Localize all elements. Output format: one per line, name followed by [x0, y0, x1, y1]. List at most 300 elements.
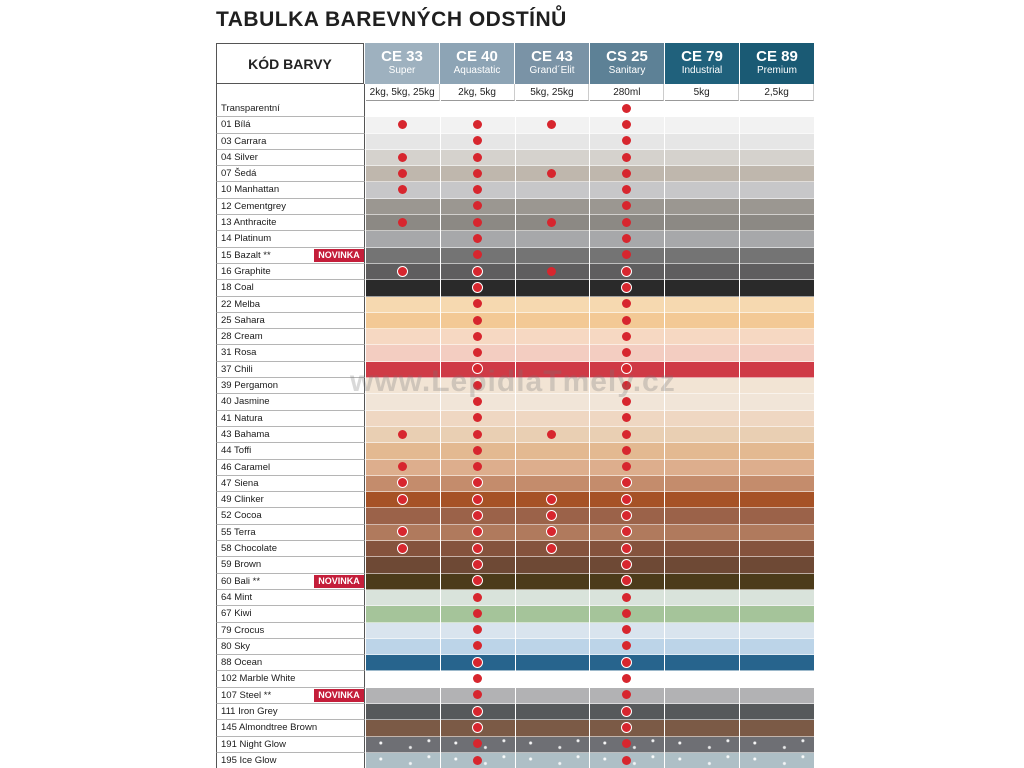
color-name: 47 Siena	[221, 477, 259, 489]
color-swatch-cell	[590, 492, 664, 508]
color-swatch-cell	[590, 150, 664, 166]
color-swatch-cell	[366, 427, 440, 443]
color-name: 40 Jasmine	[221, 396, 270, 408]
color-swatch-cell	[516, 297, 590, 313]
availability-dot	[473, 462, 482, 471]
color-name: 102 Marble White	[221, 673, 296, 685]
color-name-cell	[216, 150, 365, 166]
color-swatch-cell	[366, 394, 440, 410]
product-header	[740, 43, 814, 84]
availability-dot	[473, 234, 482, 243]
color-name: 111 Iron Grey	[221, 705, 278, 717]
color-swatch-cell	[516, 623, 590, 639]
color-swatch-cell	[441, 166, 515, 182]
color-swatch-cell	[366, 248, 440, 264]
table-row	[216, 101, 814, 117]
color-swatch-cell	[441, 737, 515, 753]
color-swatch-cell	[665, 541, 739, 557]
color-swatch-cell	[441, 476, 515, 492]
availability-dot	[473, 430, 482, 439]
availability-dot	[621, 282, 632, 293]
color-name-cell	[216, 606, 365, 622]
color-swatch-cell	[590, 182, 664, 198]
color-swatch-cell	[740, 574, 814, 590]
color-name: Transparentní	[221, 103, 280, 114]
color-swatch-cell	[665, 720, 739, 736]
color-swatch-cell	[740, 557, 814, 573]
availability-dot	[473, 153, 482, 162]
color-name: 07 Šedá	[221, 168, 257, 180]
color-swatch-cell	[516, 655, 590, 671]
color-swatch-cell	[366, 508, 440, 524]
color-swatch-cell	[516, 704, 590, 720]
availability-dot	[397, 526, 408, 537]
color-swatch-cell	[441, 117, 515, 133]
color-swatch-cell	[740, 134, 814, 150]
color-table	[216, 43, 814, 768]
availability-dot	[473, 316, 482, 325]
availability-dot	[473, 625, 482, 634]
new-badge: NOVINKA	[314, 689, 364, 702]
availability-dot	[622, 348, 631, 357]
color-swatch-cell	[516, 329, 590, 345]
color-name-cell	[216, 248, 365, 264]
availability-dot	[473, 446, 482, 455]
color-swatch-cell	[665, 150, 739, 166]
availability-dot	[472, 266, 483, 277]
color-swatch-cell	[740, 166, 814, 182]
availability-dot	[621, 494, 632, 505]
color-name: 58 Chocolate	[221, 543, 277, 555]
availability-dot	[621, 706, 632, 717]
availability-dot	[473, 299, 482, 308]
color-swatch-cell	[366, 117, 440, 133]
availability-dot	[622, 446, 631, 455]
availability-dot	[622, 690, 631, 699]
availability-dot	[622, 739, 631, 748]
color-swatch-cell	[441, 345, 515, 361]
color-name-cell	[216, 492, 365, 508]
availability-dot	[473, 218, 482, 227]
color-name-cell	[216, 166, 365, 182]
color-swatch-cell	[366, 541, 440, 557]
availability-dot	[546, 526, 557, 537]
color-swatch-cell	[441, 541, 515, 557]
color-swatch-cell	[740, 590, 814, 606]
color-swatch-cell	[665, 199, 739, 215]
color-swatch-cell	[665, 737, 739, 753]
availability-dot	[622, 609, 631, 618]
color-name: 22 Melba	[221, 298, 261, 310]
color-name: 39 Pergamon	[221, 380, 279, 392]
color-name-cell	[216, 688, 365, 704]
availability-dot	[622, 756, 631, 765]
color-swatch-cell	[740, 101, 814, 117]
color-swatch-cell	[366, 655, 440, 671]
color-name-cell	[216, 427, 365, 443]
color-swatch-cell	[366, 590, 440, 606]
color-swatch-cell	[740, 720, 814, 736]
color-swatch-cell	[516, 476, 590, 492]
color-swatch-cell	[441, 182, 515, 198]
table-row	[216, 443, 814, 459]
color-swatch-cell	[441, 134, 515, 150]
color-swatch-cell	[366, 671, 440, 687]
color-swatch-cell	[366, 215, 440, 231]
color-swatch-cell	[740, 199, 814, 215]
color-swatch-cell	[665, 182, 739, 198]
color-swatch-cell	[740, 297, 814, 313]
color-swatch-cell	[516, 508, 590, 524]
color-name: 14 Platinum	[221, 233, 272, 245]
product-header	[515, 43, 589, 84]
color-swatch-cell	[366, 150, 440, 166]
color-name: 60 Bali **	[221, 575, 261, 587]
color-swatch-cell	[516, 541, 590, 557]
availability-dot	[472, 575, 483, 586]
color-swatch-cell	[665, 313, 739, 329]
color-swatch-cell	[516, 525, 590, 541]
color-name: 41 Natura	[221, 412, 263, 424]
color-swatch-cell	[366, 460, 440, 476]
table-row	[216, 280, 814, 296]
color-name: 79 Crocus	[221, 624, 265, 636]
color-swatch-cell	[516, 671, 590, 687]
color-swatch-cell	[590, 590, 664, 606]
color-swatch-cell	[366, 313, 440, 329]
pack-size: 2kg, 5kg, 25kg	[366, 84, 440, 101]
color-swatch-cell	[366, 525, 440, 541]
availability-dot	[546, 494, 557, 505]
color-name: 16 Graphite	[221, 265, 271, 277]
color-swatch-cell	[441, 720, 515, 736]
pack-size: 280ml	[590, 84, 664, 101]
color-swatch-cell	[516, 427, 590, 443]
color-name: 52 Cocoa	[221, 510, 262, 522]
color-swatch-cell	[590, 720, 664, 736]
table-row	[216, 671, 814, 687]
color-swatch-cell	[590, 231, 664, 247]
color-swatch-cell	[516, 150, 590, 166]
color-swatch-cell	[590, 655, 664, 671]
color-swatch-cell	[665, 753, 739, 768]
color-swatch-cell	[665, 476, 739, 492]
color-swatch-cell	[441, 150, 515, 166]
color-name-cell	[216, 264, 365, 280]
color-name-cell	[216, 313, 365, 329]
availability-dot	[473, 609, 482, 618]
color-swatch-cell	[441, 248, 515, 264]
availability-dot	[472, 543, 483, 554]
color-swatch-cell	[590, 688, 664, 704]
color-swatch-cell	[441, 688, 515, 704]
color-swatch-cell	[441, 704, 515, 720]
pack-size: 5kg, 25kg	[516, 84, 590, 101]
color-swatch-cell	[740, 329, 814, 345]
color-name: 01 Bílá	[221, 119, 251, 131]
table-row	[216, 590, 814, 606]
color-swatch-cell	[366, 199, 440, 215]
color-name: 195 Ice Glow	[221, 754, 277, 766]
table-row	[216, 720, 814, 736]
color-swatch-cell	[366, 688, 440, 704]
color-swatch-cell	[516, 101, 590, 117]
color-swatch-cell	[665, 248, 739, 264]
color-swatch-cell	[665, 671, 739, 687]
availability-dot	[472, 559, 483, 570]
table-row	[216, 231, 814, 247]
availability-dot	[473, 413, 482, 422]
color-name-cell	[216, 215, 365, 231]
color-swatch-cell	[516, 264, 590, 280]
color-name-cell	[216, 280, 365, 296]
availability-dot	[398, 185, 407, 194]
availability-dot	[398, 462, 407, 471]
color-swatch-cell	[740, 492, 814, 508]
color-name: 191 Night Glow	[221, 738, 286, 750]
watermark: www.LepidlaTmely.cz	[350, 365, 676, 398]
table-row	[216, 737, 814, 753]
color-swatch-cell	[590, 737, 664, 753]
color-swatch-cell	[665, 574, 739, 590]
color-swatch-cell	[740, 655, 814, 671]
new-badge: NOVINKA	[314, 249, 364, 262]
color-swatch-cell	[366, 623, 440, 639]
color-swatch-cell	[590, 623, 664, 639]
color-swatch-cell	[441, 264, 515, 280]
availability-dot	[397, 477, 408, 488]
availability-dot	[622, 641, 631, 650]
availability-dot	[547, 430, 556, 439]
color-swatch-cell	[366, 557, 440, 573]
table-row	[216, 753, 814, 768]
color-swatch-cell	[740, 541, 814, 557]
color-name-cell	[216, 525, 365, 541]
color-name: 80 Sky	[221, 640, 251, 652]
color-swatch-cell	[590, 606, 664, 622]
availability-dot	[622, 462, 631, 471]
table-row	[216, 411, 814, 427]
color-swatch-cell	[740, 476, 814, 492]
header-row	[216, 43, 814, 84]
color-swatch-cell	[665, 101, 739, 117]
table-row	[216, 639, 814, 655]
color-name: 46 Caramel	[221, 461, 271, 473]
color-name-cell	[216, 443, 365, 459]
table-row	[216, 655, 814, 671]
color-swatch-cell	[665, 508, 739, 524]
availability-dot	[622, 185, 631, 194]
color-swatch-cell	[665, 345, 739, 361]
color-swatch-cell	[590, 378, 664, 394]
availability-dot	[622, 250, 631, 259]
color-swatch-cell	[590, 134, 664, 150]
color-swatch-cell	[740, 411, 814, 427]
color-name-cell	[216, 671, 365, 687]
color-swatch-cell	[516, 313, 590, 329]
product-desc: Industrial	[681, 65, 723, 76]
product-name: CE 33	[381, 48, 423, 65]
color-name-cell	[216, 394, 365, 410]
color-name: 55 Terra	[221, 526, 256, 538]
color-swatch-cell	[366, 231, 440, 247]
availability-dot	[621, 559, 632, 570]
table-row	[216, 525, 814, 541]
color-name: 12 Cementgrey	[221, 200, 286, 212]
color-name: 25 Sahara	[221, 314, 265, 326]
color-swatch-cell	[665, 639, 739, 655]
product-desc: Grand´Elit	[529, 65, 575, 76]
color-swatch-cell	[441, 623, 515, 639]
color-swatch-cell	[590, 508, 664, 524]
color-swatch-cell	[590, 460, 664, 476]
availability-dot	[547, 218, 556, 227]
color-swatch-cell	[441, 297, 515, 313]
color-swatch-cell	[441, 313, 515, 329]
table-row	[216, 557, 814, 573]
color-name-cell	[216, 460, 365, 476]
availability-dot	[473, 739, 482, 748]
color-swatch-cell	[590, 280, 664, 296]
availability-dot	[472, 706, 483, 717]
color-swatch-cell	[590, 215, 664, 231]
color-swatch-cell	[665, 704, 739, 720]
color-swatch-cell	[366, 280, 440, 296]
table-row	[216, 199, 814, 215]
color-swatch-cell	[441, 557, 515, 573]
availability-dot	[397, 266, 408, 277]
color-swatch-cell	[665, 688, 739, 704]
color-swatch-cell	[441, 378, 515, 394]
availability-dot	[473, 169, 482, 178]
availability-dot	[473, 641, 482, 650]
color-swatch-cell	[441, 427, 515, 443]
color-swatch-cell	[590, 199, 664, 215]
product-desc: Super	[388, 65, 416, 76]
color-swatch-cell	[665, 378, 739, 394]
color-swatch-cell	[740, 460, 814, 476]
color-swatch-cell	[665, 280, 739, 296]
availability-dot	[621, 477, 632, 488]
color-swatch-cell	[665, 166, 739, 182]
table-row	[216, 378, 814, 394]
color-name-cell	[216, 639, 365, 655]
table-row	[216, 297, 814, 313]
availability-dot	[473, 674, 482, 683]
color-swatch-cell	[740, 688, 814, 704]
table-row	[216, 704, 814, 720]
availability-dot	[398, 430, 407, 439]
pack-blank	[216, 84, 365, 101]
color-swatch-cell	[665, 134, 739, 150]
table-row	[216, 117, 814, 133]
availability-dot	[621, 722, 632, 733]
color-swatch-cell	[366, 134, 440, 150]
color-swatch-cell	[665, 492, 739, 508]
color-swatch-cell	[366, 476, 440, 492]
color-name: 145 Almondtree Brown	[221, 722, 318, 734]
color-name: 43 Bahama	[221, 428, 270, 440]
color-swatch-cell	[366, 362, 440, 378]
color-name: 10 Manhattan	[221, 184, 280, 196]
color-name-cell	[216, 345, 365, 361]
color-swatch-cell	[441, 590, 515, 606]
color-swatch-cell	[665, 427, 739, 443]
color-swatch-cell	[441, 655, 515, 671]
color-swatch-cell	[740, 753, 814, 768]
availability-dot	[473, 250, 482, 259]
color-swatch-cell	[366, 737, 440, 753]
product-header	[665, 43, 739, 84]
color-swatch-cell	[516, 606, 590, 622]
availability-dot	[622, 201, 631, 210]
availability-dot	[546, 510, 557, 521]
color-name-cell	[216, 231, 365, 247]
color-swatch-cell	[665, 460, 739, 476]
color-name: 04 Silver	[221, 151, 258, 163]
table-row	[216, 264, 814, 280]
color-swatch-cell	[441, 101, 515, 117]
color-name: 03 Carrara	[221, 135, 267, 147]
availability-dot	[472, 722, 483, 733]
product-name: CE 89	[756, 48, 798, 65]
color-swatch-cell	[441, 231, 515, 247]
product-name: CE 79	[681, 48, 723, 65]
color-swatch-cell	[366, 101, 440, 117]
color-name-cell	[216, 557, 365, 573]
availability-dot	[473, 690, 482, 699]
color-name-cell	[216, 704, 365, 720]
color-swatch-cell	[665, 329, 739, 345]
color-name-cell	[216, 574, 365, 590]
color-swatch-cell	[740, 704, 814, 720]
color-swatch-cell	[740, 606, 814, 622]
product-desc: Aquastatic	[453, 65, 501, 76]
color-swatch-cell	[665, 264, 739, 280]
color-swatch-cell	[516, 557, 590, 573]
color-swatch-cell	[516, 411, 590, 427]
product-name: CS 25	[606, 48, 648, 65]
availability-dot	[472, 526, 483, 537]
availability-dot	[547, 169, 556, 178]
availability-dot	[622, 120, 631, 129]
color-swatch-cell	[590, 329, 664, 345]
color-name-cell	[216, 199, 365, 215]
color-swatch-cell	[740, 443, 814, 459]
color-name-cell	[216, 476, 365, 492]
availability-dot	[622, 299, 631, 308]
color-name-cell	[216, 590, 365, 606]
color-swatch-cell	[665, 362, 739, 378]
color-name: 15 Bazalt **	[221, 249, 271, 261]
availability-dot	[622, 234, 631, 243]
color-swatch-cell	[740, 362, 814, 378]
color-swatch-cell	[740, 150, 814, 166]
availability-dot	[622, 674, 631, 683]
color-name-cell	[216, 362, 365, 378]
availability-dot	[621, 510, 632, 521]
color-swatch-cell	[516, 688, 590, 704]
availability-dot	[472, 282, 483, 293]
availability-dot	[473, 201, 482, 210]
color-swatch-cell	[516, 345, 590, 361]
product-desc: Sanitary	[608, 65, 646, 76]
color-swatch-cell	[366, 297, 440, 313]
color-swatch-cell	[740, 623, 814, 639]
color-swatch-cell	[590, 753, 664, 768]
color-swatch-cell	[441, 280, 515, 296]
color-swatch-cell	[665, 590, 739, 606]
